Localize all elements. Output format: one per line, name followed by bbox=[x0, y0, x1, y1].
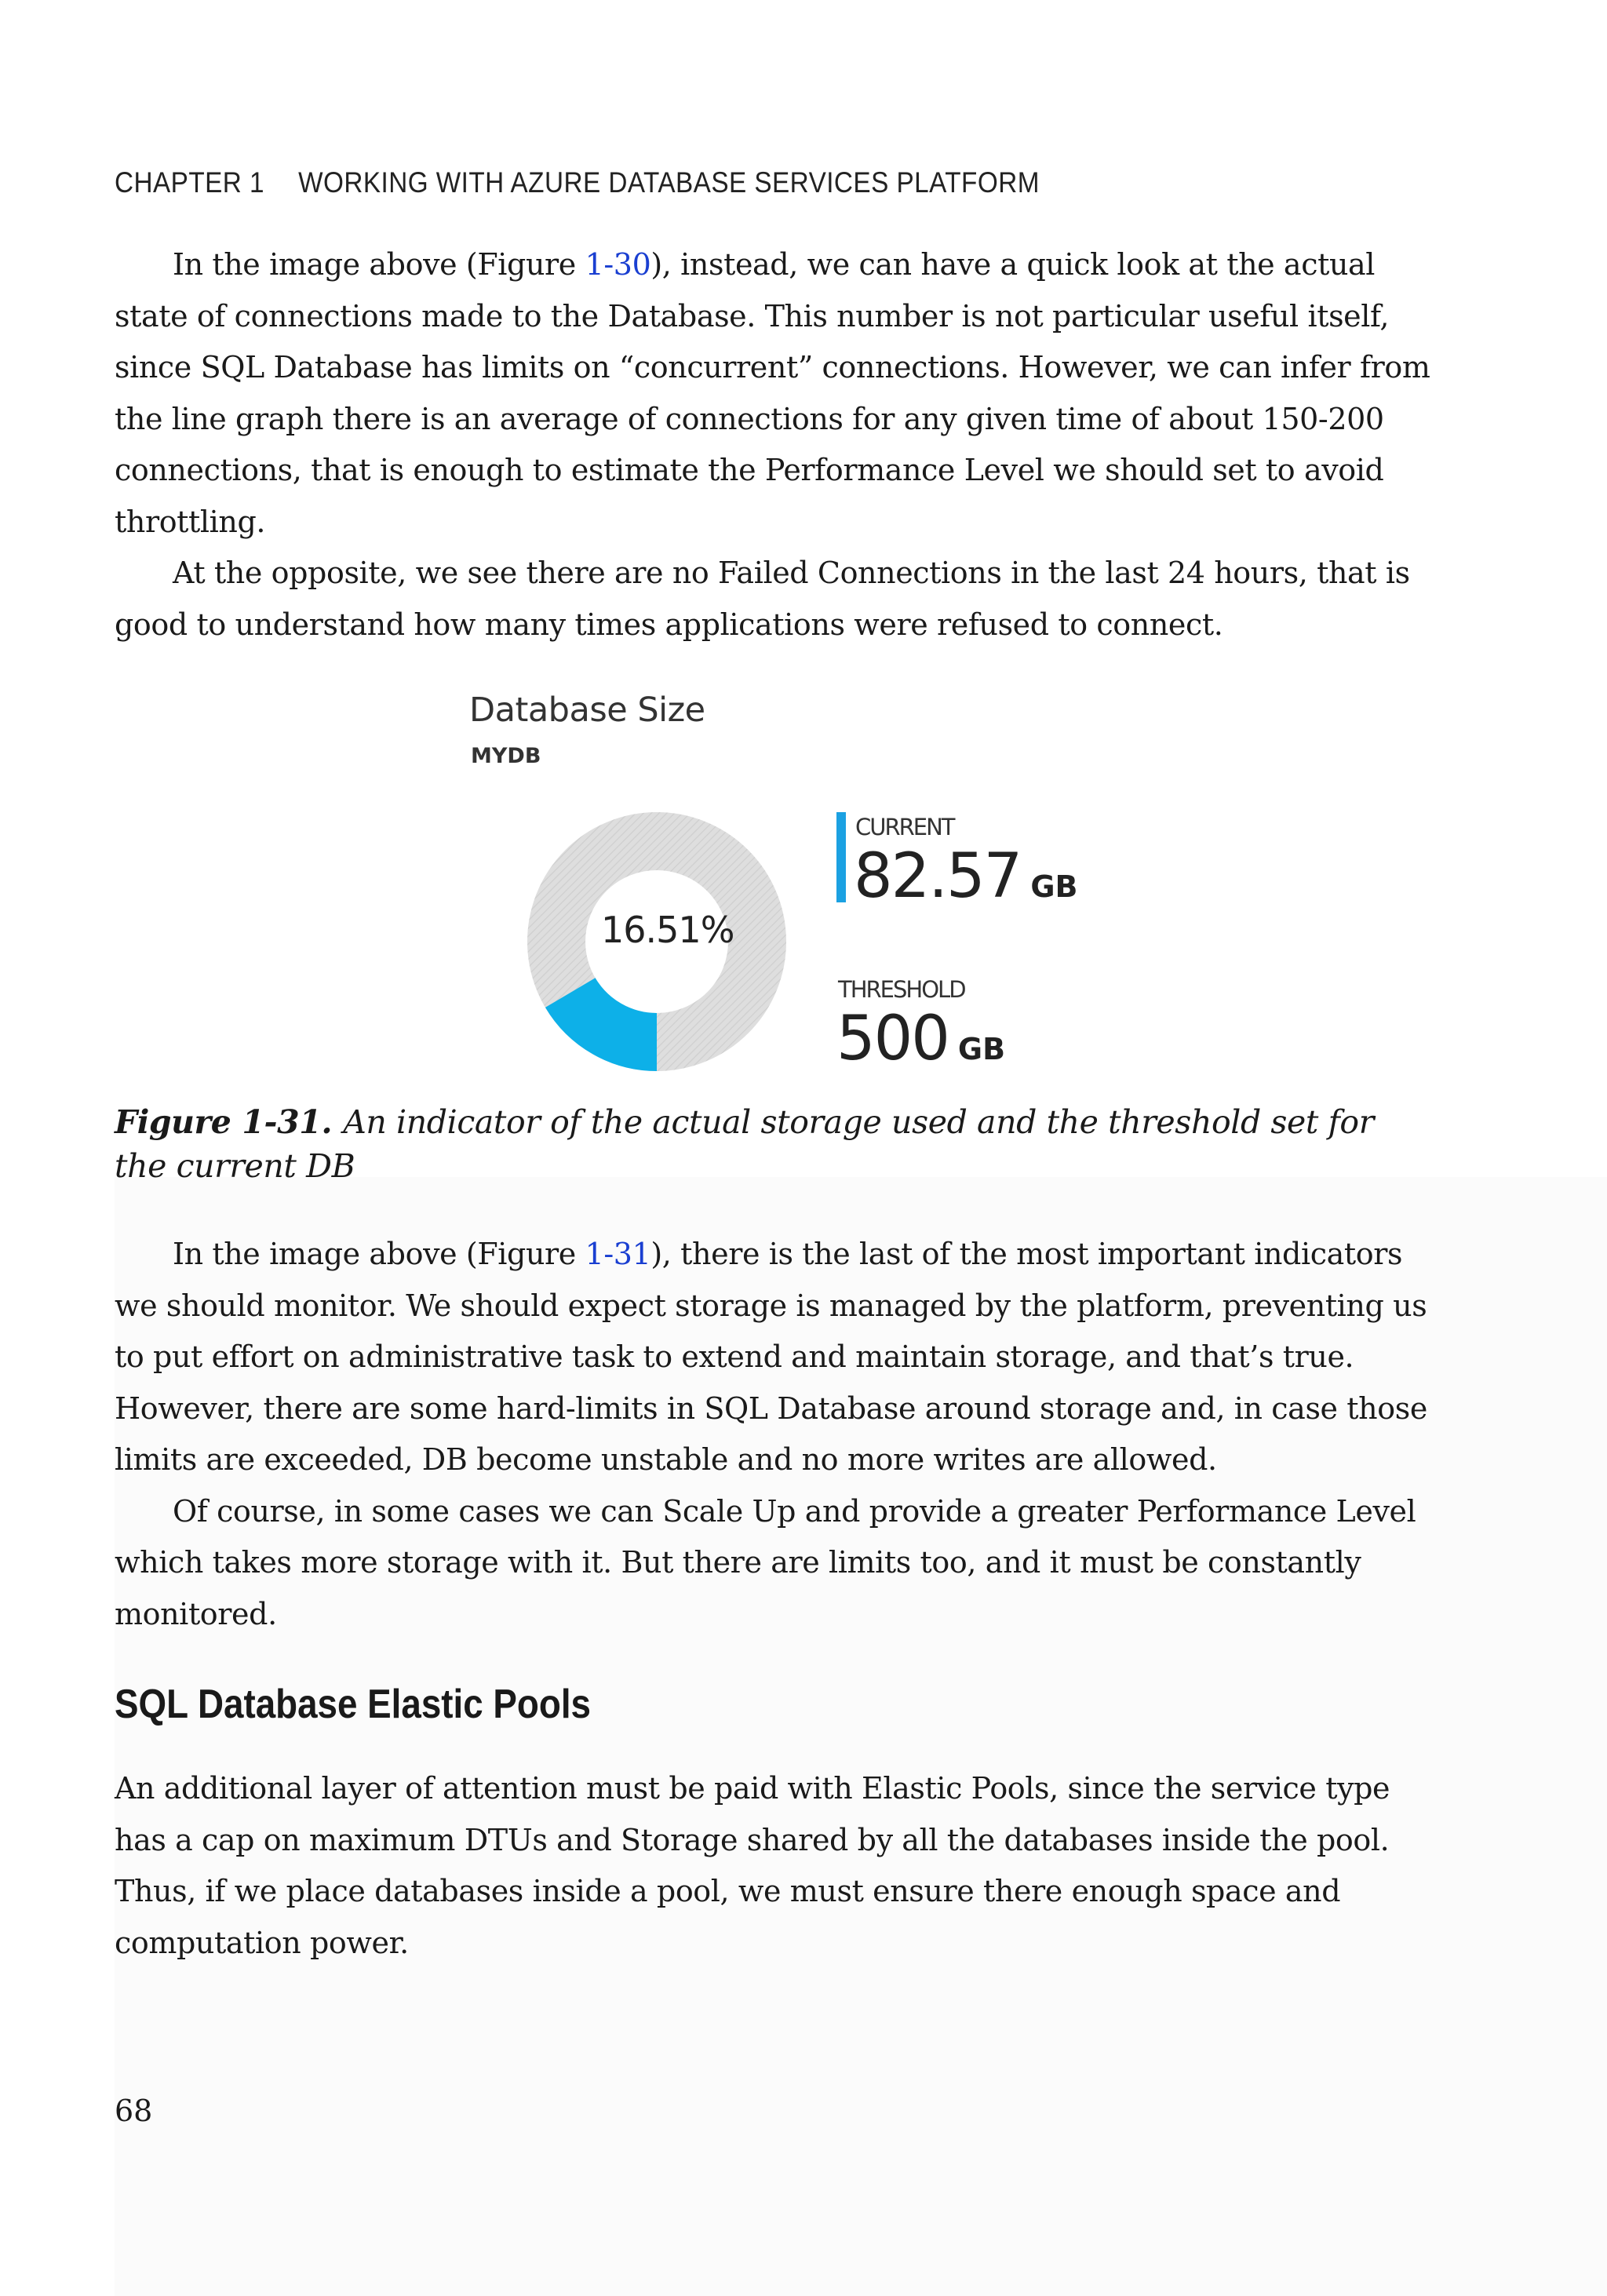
caption-text: An indicator of the actual storage used and the threshold set for the current DB bbox=[115, 1103, 1374, 1185]
body-text-middle bbox=[115, 1229, 1433, 1640]
body-text-top bbox=[115, 239, 1433, 651]
body-text-bottom bbox=[115, 1763, 1433, 1969]
chapter-title: WORKING WITH AZURE DATABASE SERVICES PLATFORM bbox=[298, 166, 1040, 199]
paragraph-5: An additional layer of attention must be paid with Elastic Pools, since the service type has a cap on maximum DTUs and Storage shared by all the databases inside the pool. Thus, if we place databases inside a pool, we must ensure there enough space and computation power. bbox=[115, 1771, 1390, 1960]
caption-label: Figure 1-31. bbox=[115, 1103, 333, 1141]
figure-caption bbox=[115, 1100, 1433, 1188]
page-number: 68 bbox=[115, 2094, 153, 2128]
figure-ref-link[interactable]: 1-30 bbox=[585, 247, 651, 282]
current-label: CURRENT bbox=[855, 814, 954, 840]
chapter-number: CHAPTER 1 bbox=[115, 166, 264, 199]
paragraph-3: In the image above (Figure 1-31), there is the last of the most important indicators we should monitor. We should expect storage is managed by the platform, preventing us to put effort on administrative task to extend and maintain storage, and that’s true. However, there are some hard-limits in SQL Database around storage and, in case those limits are exceeded, DB become unstable and no more writes are allowed. bbox=[115, 1237, 1427, 1477]
running-head bbox=[115, 166, 1040, 199]
paragraph-1: In the image above (Figure 1-30), instead, we can have a quick look at the actual state of connections made to the Database. This number is not particular useful itself, since SQL Database has limits on “concurrent” connections. However, we can infer from the line graph there is an average of connections for any given time of about 150-200 connections, that is enough to estimate the Performance Level we should set to avoid throttling. bbox=[115, 247, 1430, 539]
threshold-value: 500 GB bbox=[836, 1004, 1006, 1074]
widget-title: Database Size bbox=[469, 691, 705, 730]
current-indicator-bar bbox=[836, 812, 846, 902]
current-unit: GB bbox=[1030, 869, 1078, 904]
threshold-unit: GB bbox=[957, 1032, 1006, 1066]
section-heading: SQL Database Elastic Pools bbox=[115, 1682, 591, 1727]
current-value: 82.57 GB bbox=[854, 841, 1078, 912]
paragraph-4: Of course, in some cases we can Scale Up and provide a greater Performance Level which takes more storage with it. But there are limits too, and it must be constantly monitored. bbox=[115, 1493, 1416, 1631]
donut-used-arc bbox=[570, 993, 657, 1042]
figure-ref-link[interactable]: 1-31 bbox=[585, 1237, 651, 1271]
percent-used-label: 16.51% bbox=[601, 909, 734, 951]
database-size-widget bbox=[468, 683, 1142, 1075]
widget-subtitle: MYDB bbox=[471, 744, 541, 768]
threshold-label: THRESHOLD bbox=[838, 976, 965, 1003]
paragraph-2: At the opposite, we see there are no Failed Connections in the last 24 hours, that is good to understand how many times applications were refused to connect. bbox=[115, 556, 1410, 642]
